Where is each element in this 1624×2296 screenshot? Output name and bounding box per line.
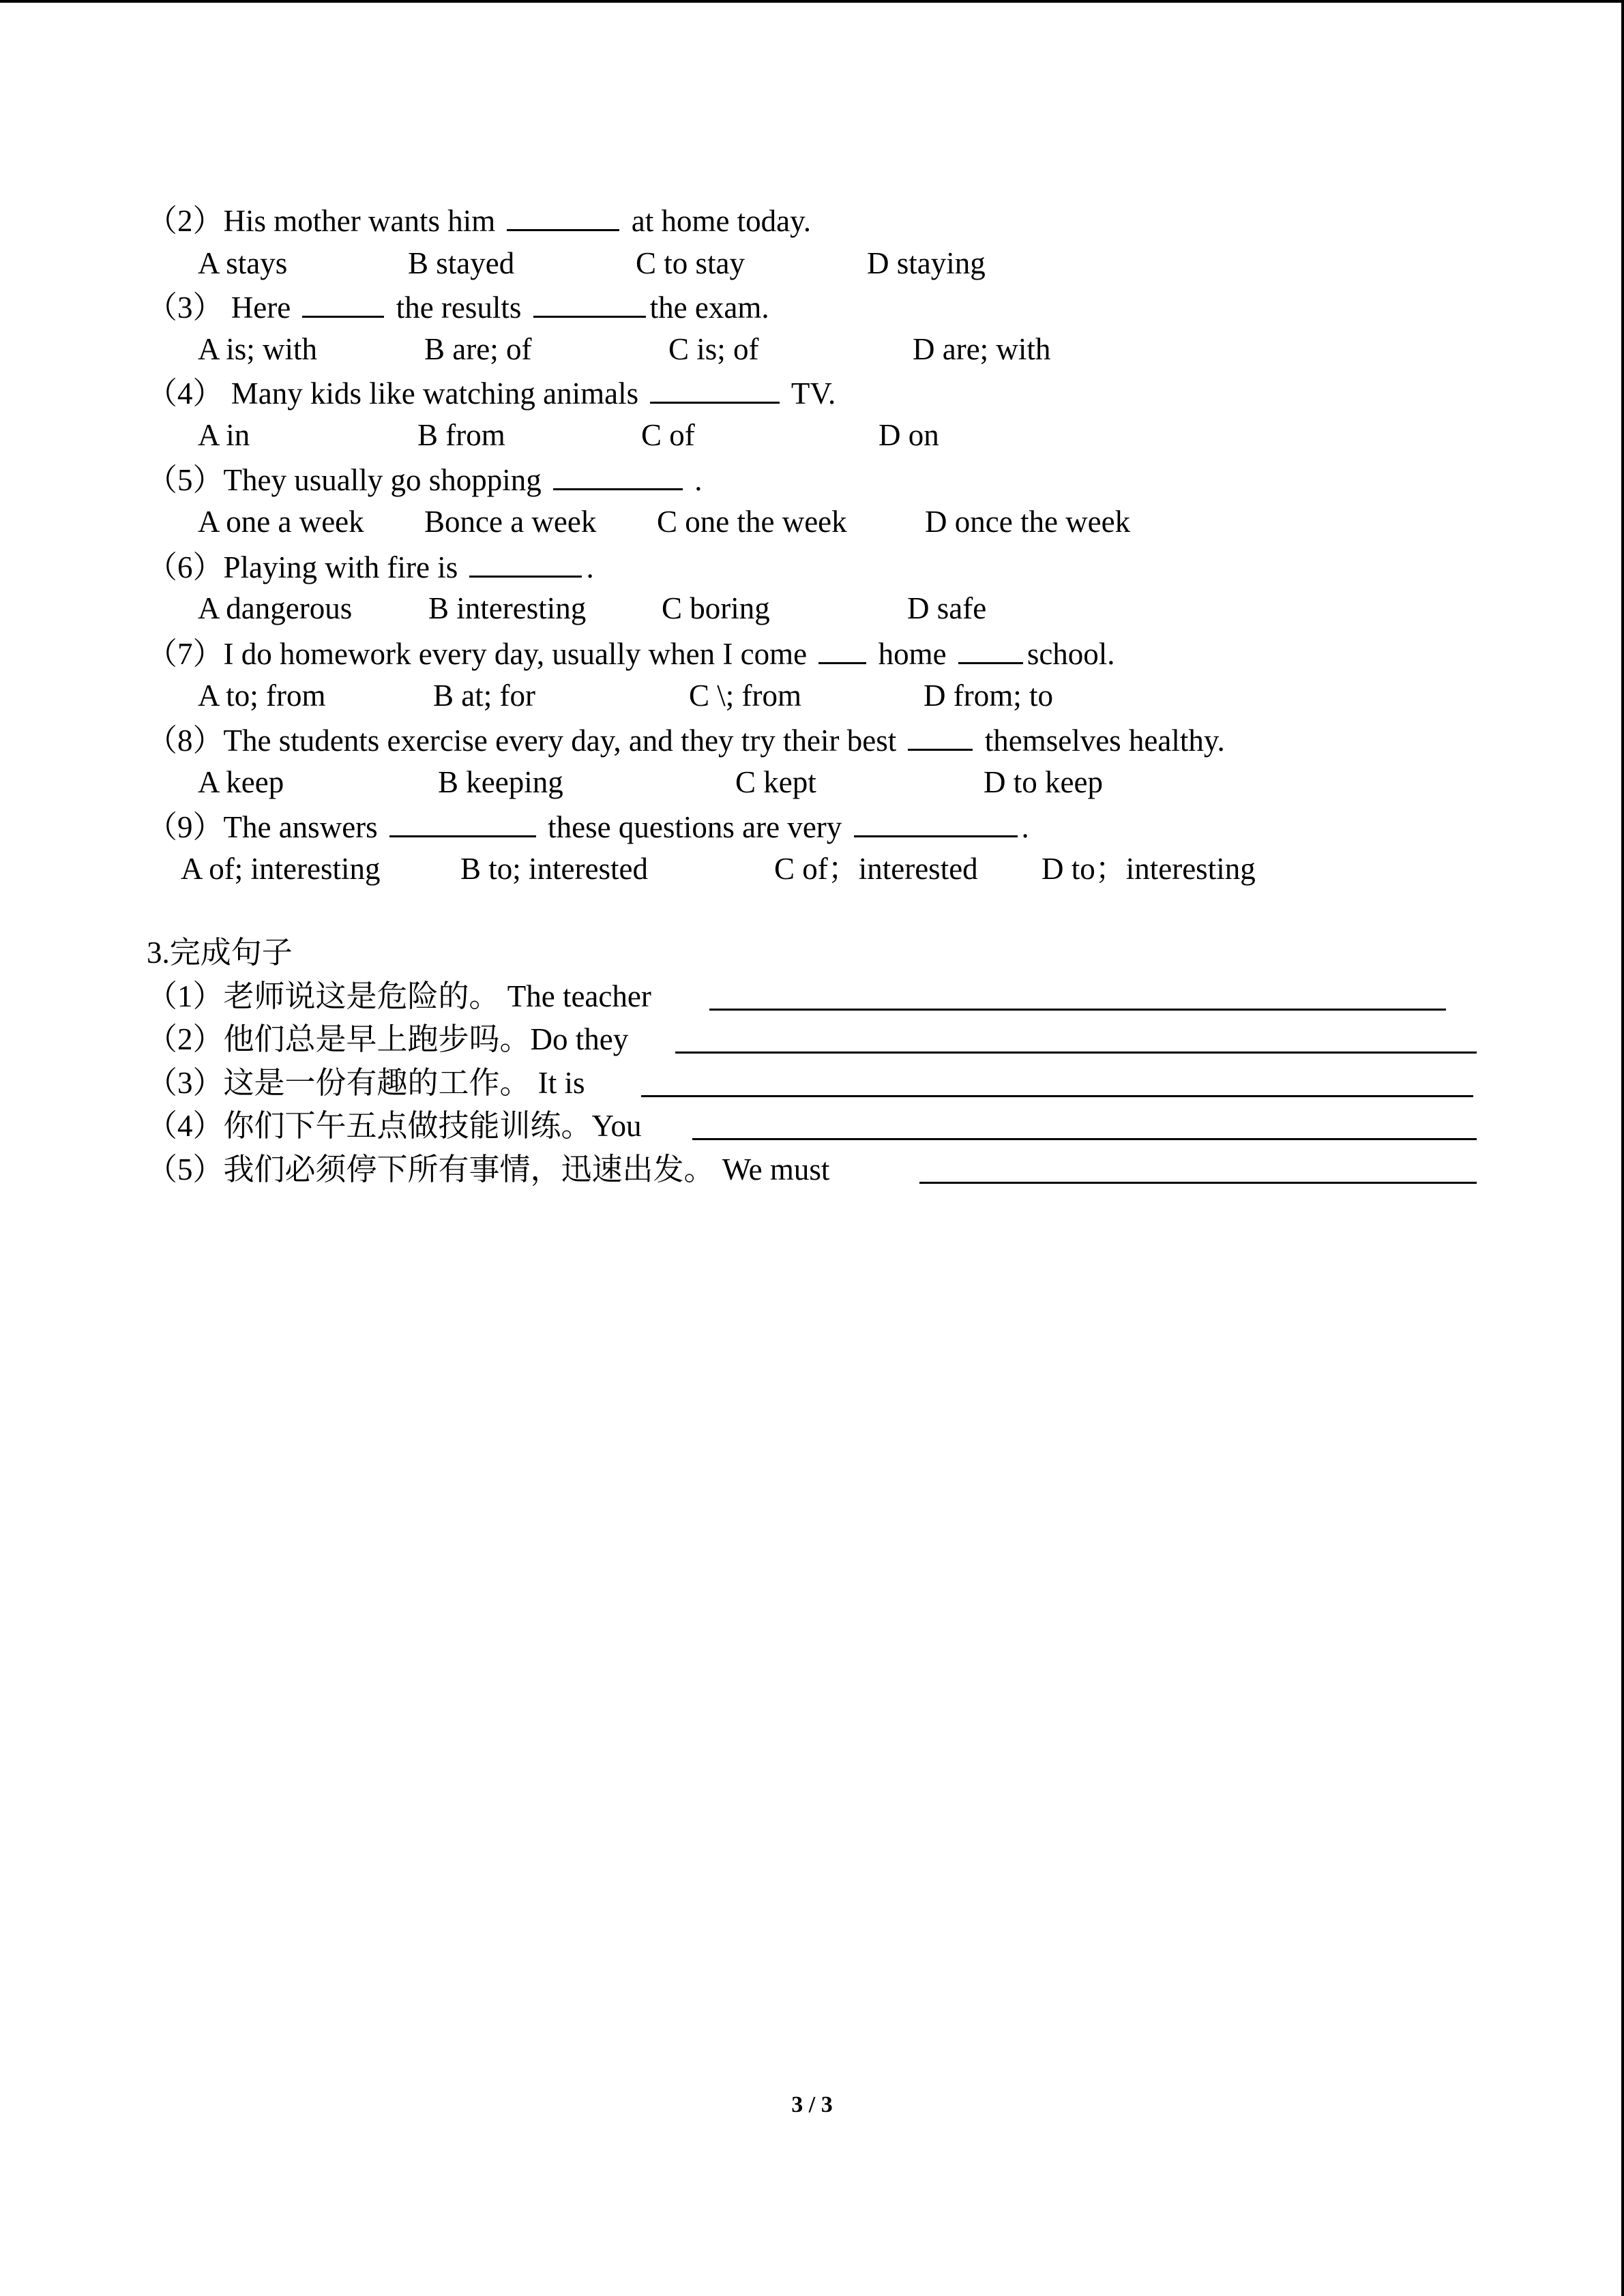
answer-option: B at; for [433, 679, 535, 713]
answer-line [709, 1007, 1446, 1011]
page-border-right [1621, 0, 1624, 2296]
stem-text: . [686, 463, 703, 497]
stem-text: （4） Many kids like watching animals [147, 376, 647, 411]
stem-text: the results [388, 290, 529, 325]
answer-option: A of; interesting [181, 852, 381, 886]
answer-option: B from [417, 418, 505, 452]
answer-option: A keep [198, 765, 284, 799]
answer-option: C \; from [689, 679, 801, 713]
answer-option: B stayed [408, 246, 515, 280]
sentence-item: （2）他们总是早上跑步吗。Do they [147, 1022, 629, 1056]
answer-option: B interesting [428, 591, 587, 625]
answer-option: A to; from [198, 679, 326, 713]
stem-text: . [1021, 810, 1029, 844]
answer-option: Bonce a week [424, 505, 597, 539]
answer-option: C boring [662, 591, 770, 625]
question-stem [147, 199, 811, 240]
question-stem [147, 805, 1029, 846]
stem-text: at home today. [623, 204, 811, 238]
answer-blank [533, 286, 646, 318]
stem-text: themselves healthy. [977, 724, 1225, 758]
stem-text: （8）The students exercise every day, and they try their best [147, 724, 904, 758]
answer-option: C of [641, 418, 695, 452]
answer-option: A is; with [198, 332, 318, 366]
answer-line [919, 1180, 1477, 1184]
answer-option: B to; interested [460, 852, 648, 886]
answer-blank [469, 546, 582, 578]
answer-blank [389, 805, 536, 837]
answer-blank [650, 372, 780, 404]
answer-line [692, 1137, 1477, 1140]
answer-option: D are; with [913, 332, 1051, 366]
stem-text: home [870, 637, 954, 671]
question-stem [147, 546, 594, 586]
stem-text: （5）They usually go shopping [147, 463, 549, 497]
stem-text: TV. [784, 376, 836, 411]
answer-option: D from; to [924, 679, 1053, 713]
question-stem [147, 372, 836, 413]
stem-text: （9）The answers [147, 810, 385, 844]
question-stem [147, 286, 769, 327]
answer-option: C one the week [657, 505, 847, 539]
answer-option: C kept [735, 765, 816, 799]
answer-line [675, 1050, 1477, 1054]
answer-blank [854, 805, 1018, 837]
answer-option: B are; of [424, 332, 532, 366]
answer-blank [818, 632, 866, 664]
stem-text: （2）His mother wants him [147, 204, 503, 238]
stem-text: （6）Playing with fire is [147, 550, 466, 584]
answer-option: C to stay [636, 246, 745, 280]
stem-text: school. [1027, 637, 1115, 671]
answer-option: D on [879, 418, 939, 452]
stem-text: the exam. [649, 290, 769, 325]
answer-blank [302, 286, 384, 318]
sentence-item: （1）老师说这是危险的。 The teacher [147, 979, 651, 1013]
answer-option: A in [198, 418, 250, 452]
answer-option: D safe [907, 591, 987, 625]
question-stem [147, 719, 1225, 760]
answer-option: C of；interested [774, 852, 978, 886]
section-3-title: 3.完成句子 [147, 936, 293, 970]
question-stem [147, 458, 702, 499]
stem-text: these questions are very [540, 810, 850, 844]
page-border-top [0, 0, 1624, 3]
answer-option: D to；interesting [1042, 852, 1256, 886]
answer-option: D to keep [984, 765, 1103, 799]
answer-blank [553, 458, 683, 490]
question-stem [147, 632, 1115, 673]
answer-option: A dangerous [198, 591, 353, 625]
stem-text: （3） Here [147, 290, 299, 325]
answer-line [641, 1094, 1473, 1097]
answer-blank [958, 632, 1023, 664]
answer-option: A one a week [198, 505, 364, 539]
sentence-item: （5）我们必须停下所有事情，迅速出发。 We must [147, 1152, 830, 1187]
answer-option: D staying [867, 246, 986, 280]
answer-option: D once the week [925, 505, 1131, 539]
answer-blank [507, 199, 619, 231]
answer-option: C is; of [668, 332, 759, 366]
answer-option: B keeping [438, 765, 563, 799]
stem-text: （7）I do homework every day, usually when I come [147, 637, 815, 671]
answer-option: A stays [198, 246, 288, 280]
sentence-item: （3）这是一份有趣的工作。 It is [147, 1066, 585, 1100]
answer-blank [908, 719, 973, 751]
sentence-item: （4）你们下午五点做技能训练。You [147, 1109, 642, 1143]
page-number: 3 / 3 [791, 2092, 833, 2117]
stem-text: . [586, 550, 594, 584]
